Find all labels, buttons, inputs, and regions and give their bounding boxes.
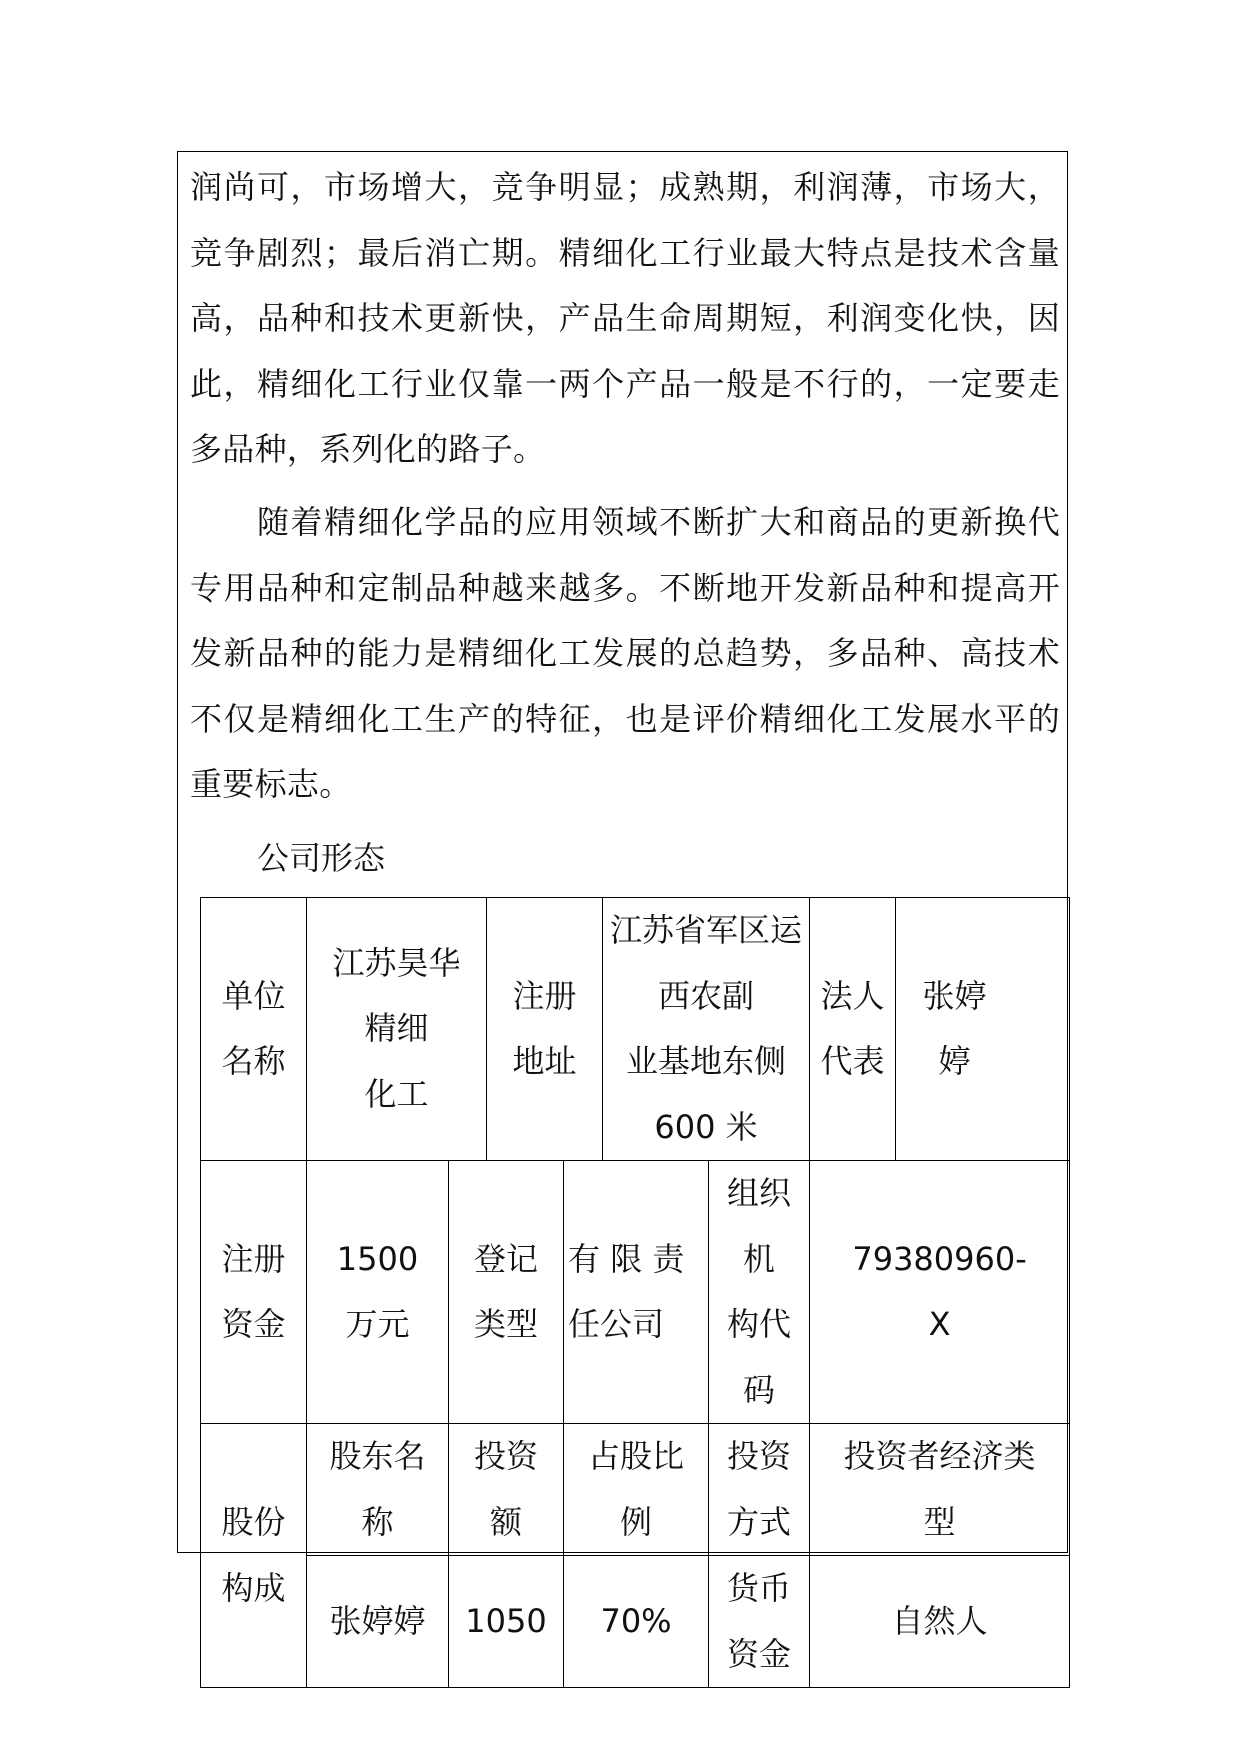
legal-rep-label: 法人 代表: [810, 898, 896, 1161]
investment-method-header: 投资 方式: [709, 1424, 810, 1556]
share-structure-label: 股份 构成: [201, 1424, 307, 1688]
registration-type-value: 有 限 责 任公司: [564, 1161, 709, 1424]
registration-type-label: 登记 类型: [449, 1161, 564, 1424]
investor-type-cell: 自然人: [810, 1556, 1070, 1688]
registered-capital-label: 注册 资金: [201, 1161, 307, 1424]
investment-amount-cell: 1050: [449, 1556, 564, 1688]
investor-type-header: 投资者经济类 型: [810, 1424, 1070, 1556]
company-name-label: 单位 名称: [201, 898, 307, 1161]
registered-address-value: 江苏省军区运 西农副 业基地东侧 600 米: [603, 898, 810, 1161]
shareholder-name-header: 股东名 称: [307, 1424, 449, 1556]
registered-capital-value: 1500 万元: [307, 1161, 449, 1424]
shareholder-name-cell: 张婷婷: [307, 1556, 449, 1688]
paragraph-lifecycle: 润尚可，市场增大，竞争明显；成熟期，利润薄，市场大，竞争剧烈；最后消亡期。精细化工行业最大特点是技术含量高，品种和技术更新快，产品生命周期短，利润变化快，因此，精细化工行业仅靠一两个产品一般是不行的，一定要走多品种，系列化的路子。: [190, 168, 1060, 468]
company-name-value: 江苏昊华 精细 化工: [307, 898, 487, 1161]
registered-address-label: 注册 地址: [487, 898, 603, 1161]
share-ratio-cell: 70%: [564, 1556, 709, 1688]
table-row: [201, 1556, 1070, 1688]
legal-rep-value: 张婷 婷: [896, 898, 1070, 1161]
section-heading: 公司形态: [257, 839, 386, 877]
share-ratio-header: 占股比 例: [564, 1424, 709, 1556]
paragraph-trend: 随着精细化学品的应用领域不断扩大和商品的更新换代专用品种和定制品种越来越多。不断地开发新品种和提高开发新品种的能力是精细化工发展的总趋势，多品种、高技术不仅是精细化工生产的特征，也是评价精细化工发展水平的重要标志。: [190, 503, 1060, 803]
org-code-label: 组织机 构代码: [709, 1161, 810, 1424]
shares-header-row: [201, 1424, 1070, 1556]
investment-method-cell: 货币 资金: [709, 1556, 810, 1688]
investment-amount-header: 投资 额: [449, 1424, 564, 1556]
company-name-row: [201, 898, 1070, 1161]
company-capital-row: [201, 1161, 1070, 1424]
company-info-table: [200, 897, 1070, 1688]
org-code-value: 79380960- X: [810, 1161, 1070, 1424]
